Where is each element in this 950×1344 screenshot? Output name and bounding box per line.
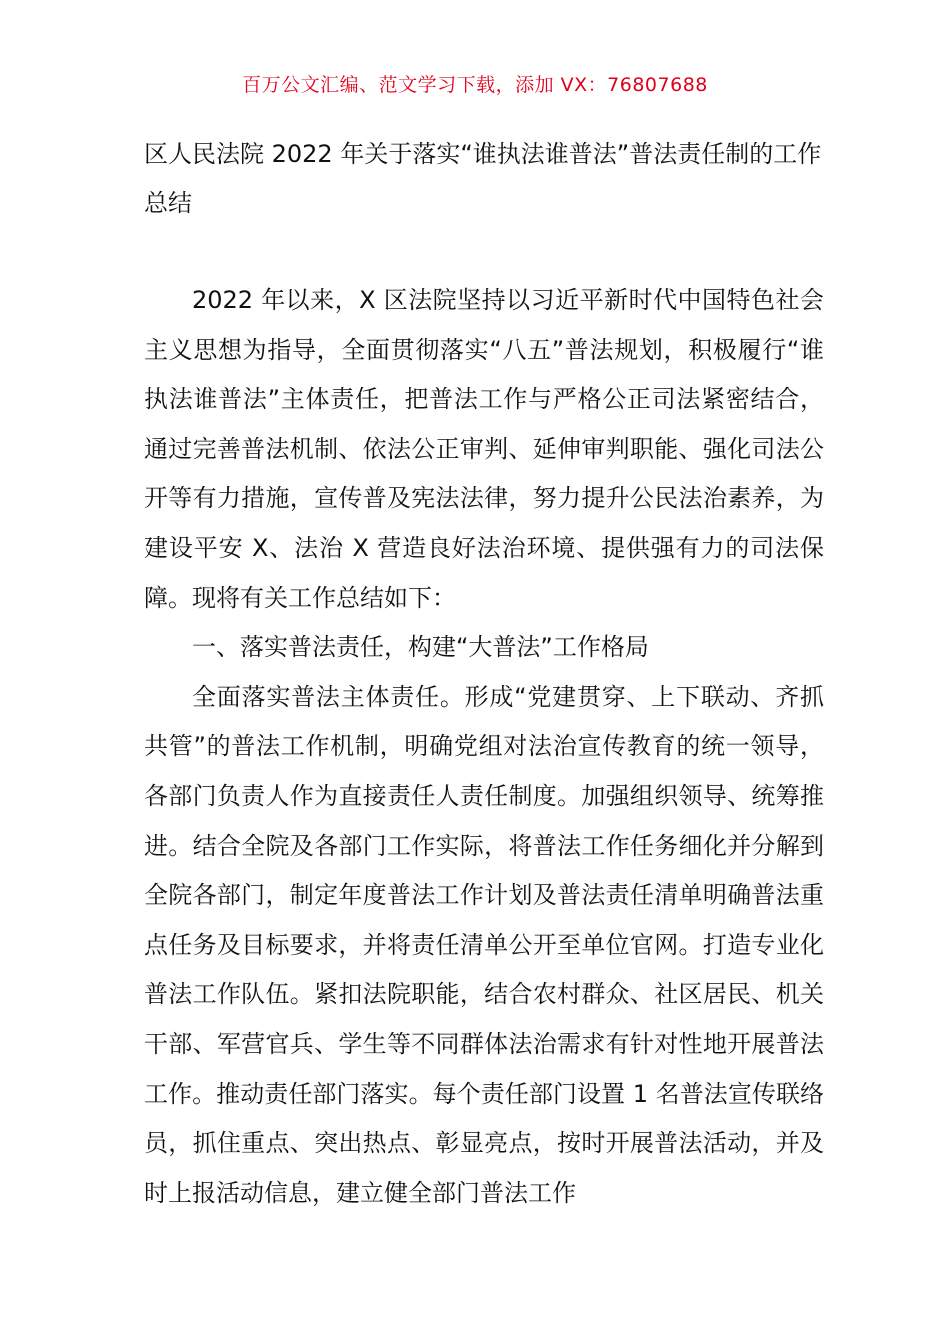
header-watermark-note: 百万公文汇编、范文学习下载，添加 VX：76807688 [242, 74, 708, 96]
section-heading-1: 一、落实普法责任，构建“大普法”工作格局 [192, 633, 649, 662]
section-1-paragraph: 全面落实普法主体责任。形成“党建贯穿、上下联动、齐抓共管”的普法工作机制，明确党组对法治宣传教育的统一领导，各部门负责人作为直接责任人责任制度。加强组织领导、统筹推进。结合全院及各部门工作实际，将普法工作任务细化并分解到全院各部门，制定年度普法工作计划及普法责任清单明确普法重点任务及目标要求，并将责任清单公开至单位官网。打造专业化普法工作队伍。紧扣法院职能，结合农村群众、社区居民、机关干部、军营官兵、学生等不同群体法治需求有针对性地开展普法工作。推动责任部门落实。每个责任部门设置 1 名普法宣传联络员，抓住重点、突出热点、彰显亮点，按时开展普法活动，并及时上报活动信息，建立健全部门普法工作 [144, 682, 824, 1207]
intro-paragraph: 2022 年以来，X 区法院坚持以习近平新时代中国特色社会主义思想为指导，全面贯彻落实“八五”普法规划，积极履行“谁执法谁普法”主体责任，把普法工作与严格公正司法紧密结合，通过完善普法机制、依法公正审判、延伸审判职能、强化司法公开等有力措施，宣传普及宪法法律，努力提升公民法治素养，为建设平安 X、法治 X 营造良好法治环境、提供强有力的司法保障。现将有关工作总结如下： [144, 286, 824, 612]
document-body [144, 276, 824, 1218]
document-title: 区人民法院 2022 年关于落实“谁执法谁普法”普法责任制的工作总结 [144, 140, 822, 217]
